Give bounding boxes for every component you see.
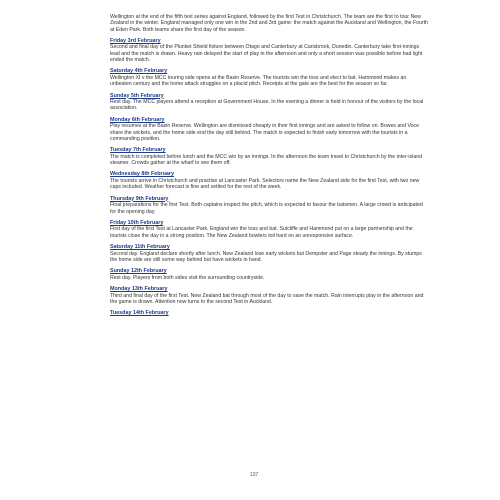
diary-entry xyxy=(110,268,428,281)
entry-date: Friday 10th February xyxy=(110,219,164,226)
diary-entry xyxy=(110,244,428,263)
entry-date: Saturday 11th February xyxy=(110,243,170,250)
entry-date: Friday 3rd February xyxy=(110,37,161,44)
diary-entry xyxy=(110,68,428,87)
diary-entry xyxy=(110,147,428,166)
diary-entry xyxy=(110,38,428,63)
entry-body: Second day. England declare shortly after lunch. New Zealand lose early wickets but Dempster and Page steady the innings. By stumps the home side are still some way behind but have wickets in hand. xyxy=(110,250,422,263)
entry-date: Monday 6th February xyxy=(110,116,165,123)
entry-body: Rest day. Players from both sides visit the surrounding countryside. xyxy=(110,274,265,281)
entry-date: Saturday 4th February xyxy=(110,68,168,75)
entry-body: First day of the first Test at Lancaster Park. England win the toss and bat. Sutcliffe and Hammond put on a large partnership and the tourists close the day in a strong position. The New Zealand bowlers toil hard on an unresponsive surface. xyxy=(110,226,413,239)
diary-entry xyxy=(110,286,428,305)
diary-entry xyxy=(110,93,428,112)
entry-date: Tuesday 14th February xyxy=(110,310,169,317)
entry-date: Sunday 12th February xyxy=(110,268,167,275)
entry-body: Third and final day of the first Test. New Zealand bat through most of the day to save the match. Rain interrupts play in the afternoon and the game is drawn. Attention now turns to the second Test in Auckland. xyxy=(110,292,424,305)
diary-entry xyxy=(110,310,428,317)
entry-date: Sunday 5th February xyxy=(110,92,164,99)
entry-body: Final preparations for the first Test. Both captains inspect the pitch, which is expected to favour the batsmen. A large crowd is anticipated for the opening day. xyxy=(110,202,423,215)
entry-body: Play resumes at the Basin Reserve. Wellington are dismissed cheaply in their first innings and are asked to follow on. Bowes and Voce share the wickets, and the home side end the day still behind. The match is expected to finish early tomorrow with the tourists in a commanding position. xyxy=(110,123,420,142)
diary-entry xyxy=(110,196,428,215)
diary-entry xyxy=(110,171,428,190)
diary-entries xyxy=(110,38,428,317)
entry-body: Wellington XI v the MCC touring side opens at the Basin Reserve. The tourists win the toss and elect to bat. Hammond makes an unbeaten century and the home attack struggles on a placid pitch. Receipts at the gate are the best for the season so far. xyxy=(110,74,407,88)
entry-date: Wednesday 8th February xyxy=(110,171,175,178)
intro-paragraph: Wellington at the end of the fifth test series against England, followed by the first Test in Christchurch. The team are the first to tour New Zealand in the winter. England managed only one win in the 2nd and 3rd game: the match against the Auckland and Wellington, the Fourth at Eden Park. Both teams share the first day of the season. xyxy=(110,14,428,33)
page-number: 137 xyxy=(250,472,259,478)
entry-body: Second and final day of the Plunket Shield fixture between Otago and Canterbury at Carisbrook, Dunedin. Canterbury take first-innings lead and the match is drawn. Heavy rain delayed the start of play in the afternoon and only a short session was possible before bad light ended the match. xyxy=(110,44,423,64)
entry-body: Rest day. The MCC players attend a reception at Government House. In the evening a dinner is held in honour of the visitors by the local association. xyxy=(110,99,424,112)
diary-entry xyxy=(110,220,428,239)
entry-body: The tourists arrive in Christchurch and practise at Lancaster Park. Selectors name the New Zealand side for the first Test, with two new caps included. Weather forecast is fine and settled for the rest of the week. xyxy=(110,178,420,191)
entry-date: Thursday 9th February xyxy=(110,195,169,202)
entry-date: Monday 13th February xyxy=(110,286,168,293)
entry-body: The match is completed before lunch and the MCC win by an innings. In the afternoon the team travel to Christchurch by the inter-island steamer. Crowds gather at the wharf to see them off. xyxy=(110,153,422,167)
diary-entry xyxy=(110,117,428,142)
entry-date: Tuesday 7th February xyxy=(110,147,166,154)
